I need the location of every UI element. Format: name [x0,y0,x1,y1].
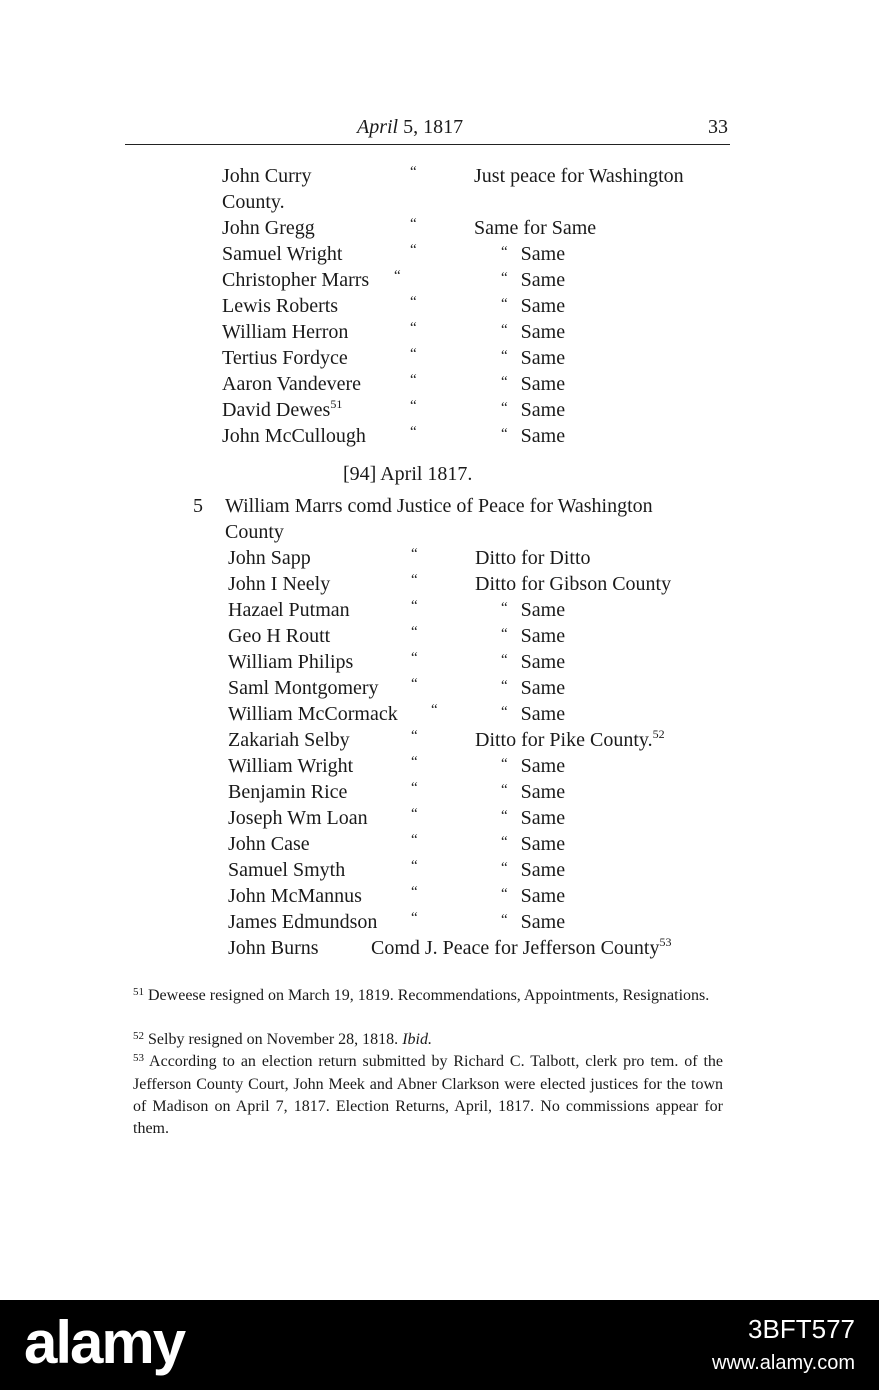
watermark-site: www.alamy.com [712,1352,855,1374]
list-item: John McMannus “ “ Same [228,884,566,907]
list-item: Joseph Wm Loan “ “ Same [228,806,566,829]
list-item: John Gregg “ Same for Same [222,216,597,239]
entry-lead: William Marrs comd Justice of Peace for Washington [225,495,653,517]
list-item: Tertius Fordyce “ “ Same [222,346,566,369]
footnote-51: $^{51}$ Deweese resigned on March 19, 1819. Recommendations, Appointments, Resignations. [133,986,710,1004]
footnote-ref: 51 [330,397,343,411]
list-item: John McCullough “ “ Same [222,424,566,447]
list-item: Aaron Vandevere “ “ Same [222,372,566,395]
list-item: John Case “ “ Same [228,832,566,855]
list-item: James Edmundson “ “ Same [228,910,566,933]
watermark-logo: alamy [24,1309,185,1376]
list-item: Benjamin Rice “ “ Same [228,780,566,803]
list-item: Lewis Roberts “ “ Same [222,294,566,317]
list-item: Saml Montgomery “ “ Same [228,676,566,699]
list-item: David Dewes$^{51}$ “ “ Same [222,397,566,421]
entry-lead-continuation: County [225,521,284,543]
footnote-ref: 52 [652,727,665,741]
list-item: John Curry “ Just peace for Washington [222,164,684,187]
list-item: William Philips “ “ Same [228,650,566,673]
watermark-banner [0,1300,879,1390]
running-header [125,116,730,145]
list-item: Christopher Marrs “ “ Same [222,268,566,291]
list-item: Geo H Routt “ “ Same [228,624,566,647]
list-item: John Burns Comd J. Peace for Jefferson County$^{53}$ [228,935,672,959]
watermark-image-id: 3BFT577 [748,1314,855,1344]
footnote-52: $^{52}$ Selby resigned on November 28, 1818. Ibid. [133,1030,432,1048]
list-item: William Wright “ “ Same [228,754,566,777]
footnote-53: $^{53}$ According to an election return submitted by Richard C. Talbott, clerk pro tem. of the Jefferson County Court, John Meek and Abner Clarkson were elected justices for the town of Madison on April 7, 1817. Election Returns, April, 1817. No commissions appear for them. [133,1052,724,1137]
list-item: John Sapp “ Ditto for Ditto [228,546,591,569]
list-item: Samuel Wright “ “ Same [222,242,566,265]
section-heading: [94] April 1817. [343,463,473,485]
list-item: Samuel Smyth “ “ Same [228,858,566,881]
entry-day: 5 [193,495,203,517]
header-title: April 5, 1817 [357,116,464,138]
page-number: 33 [708,116,728,138]
list-item: Hazael Putman “ “ Same [228,598,566,621]
list-item: Zakariah Selby “ Ditto for Pike County.$^{52}$ [228,727,665,751]
county-continuation: County. [222,191,285,213]
footnote-ref: 53 [659,935,672,949]
list-item: William Herron “ “ Same [222,320,566,343]
list-item: William McCormack “ “ Same [228,702,566,725]
list-item: John I Neely “ Ditto for Gibson County [228,572,672,595]
